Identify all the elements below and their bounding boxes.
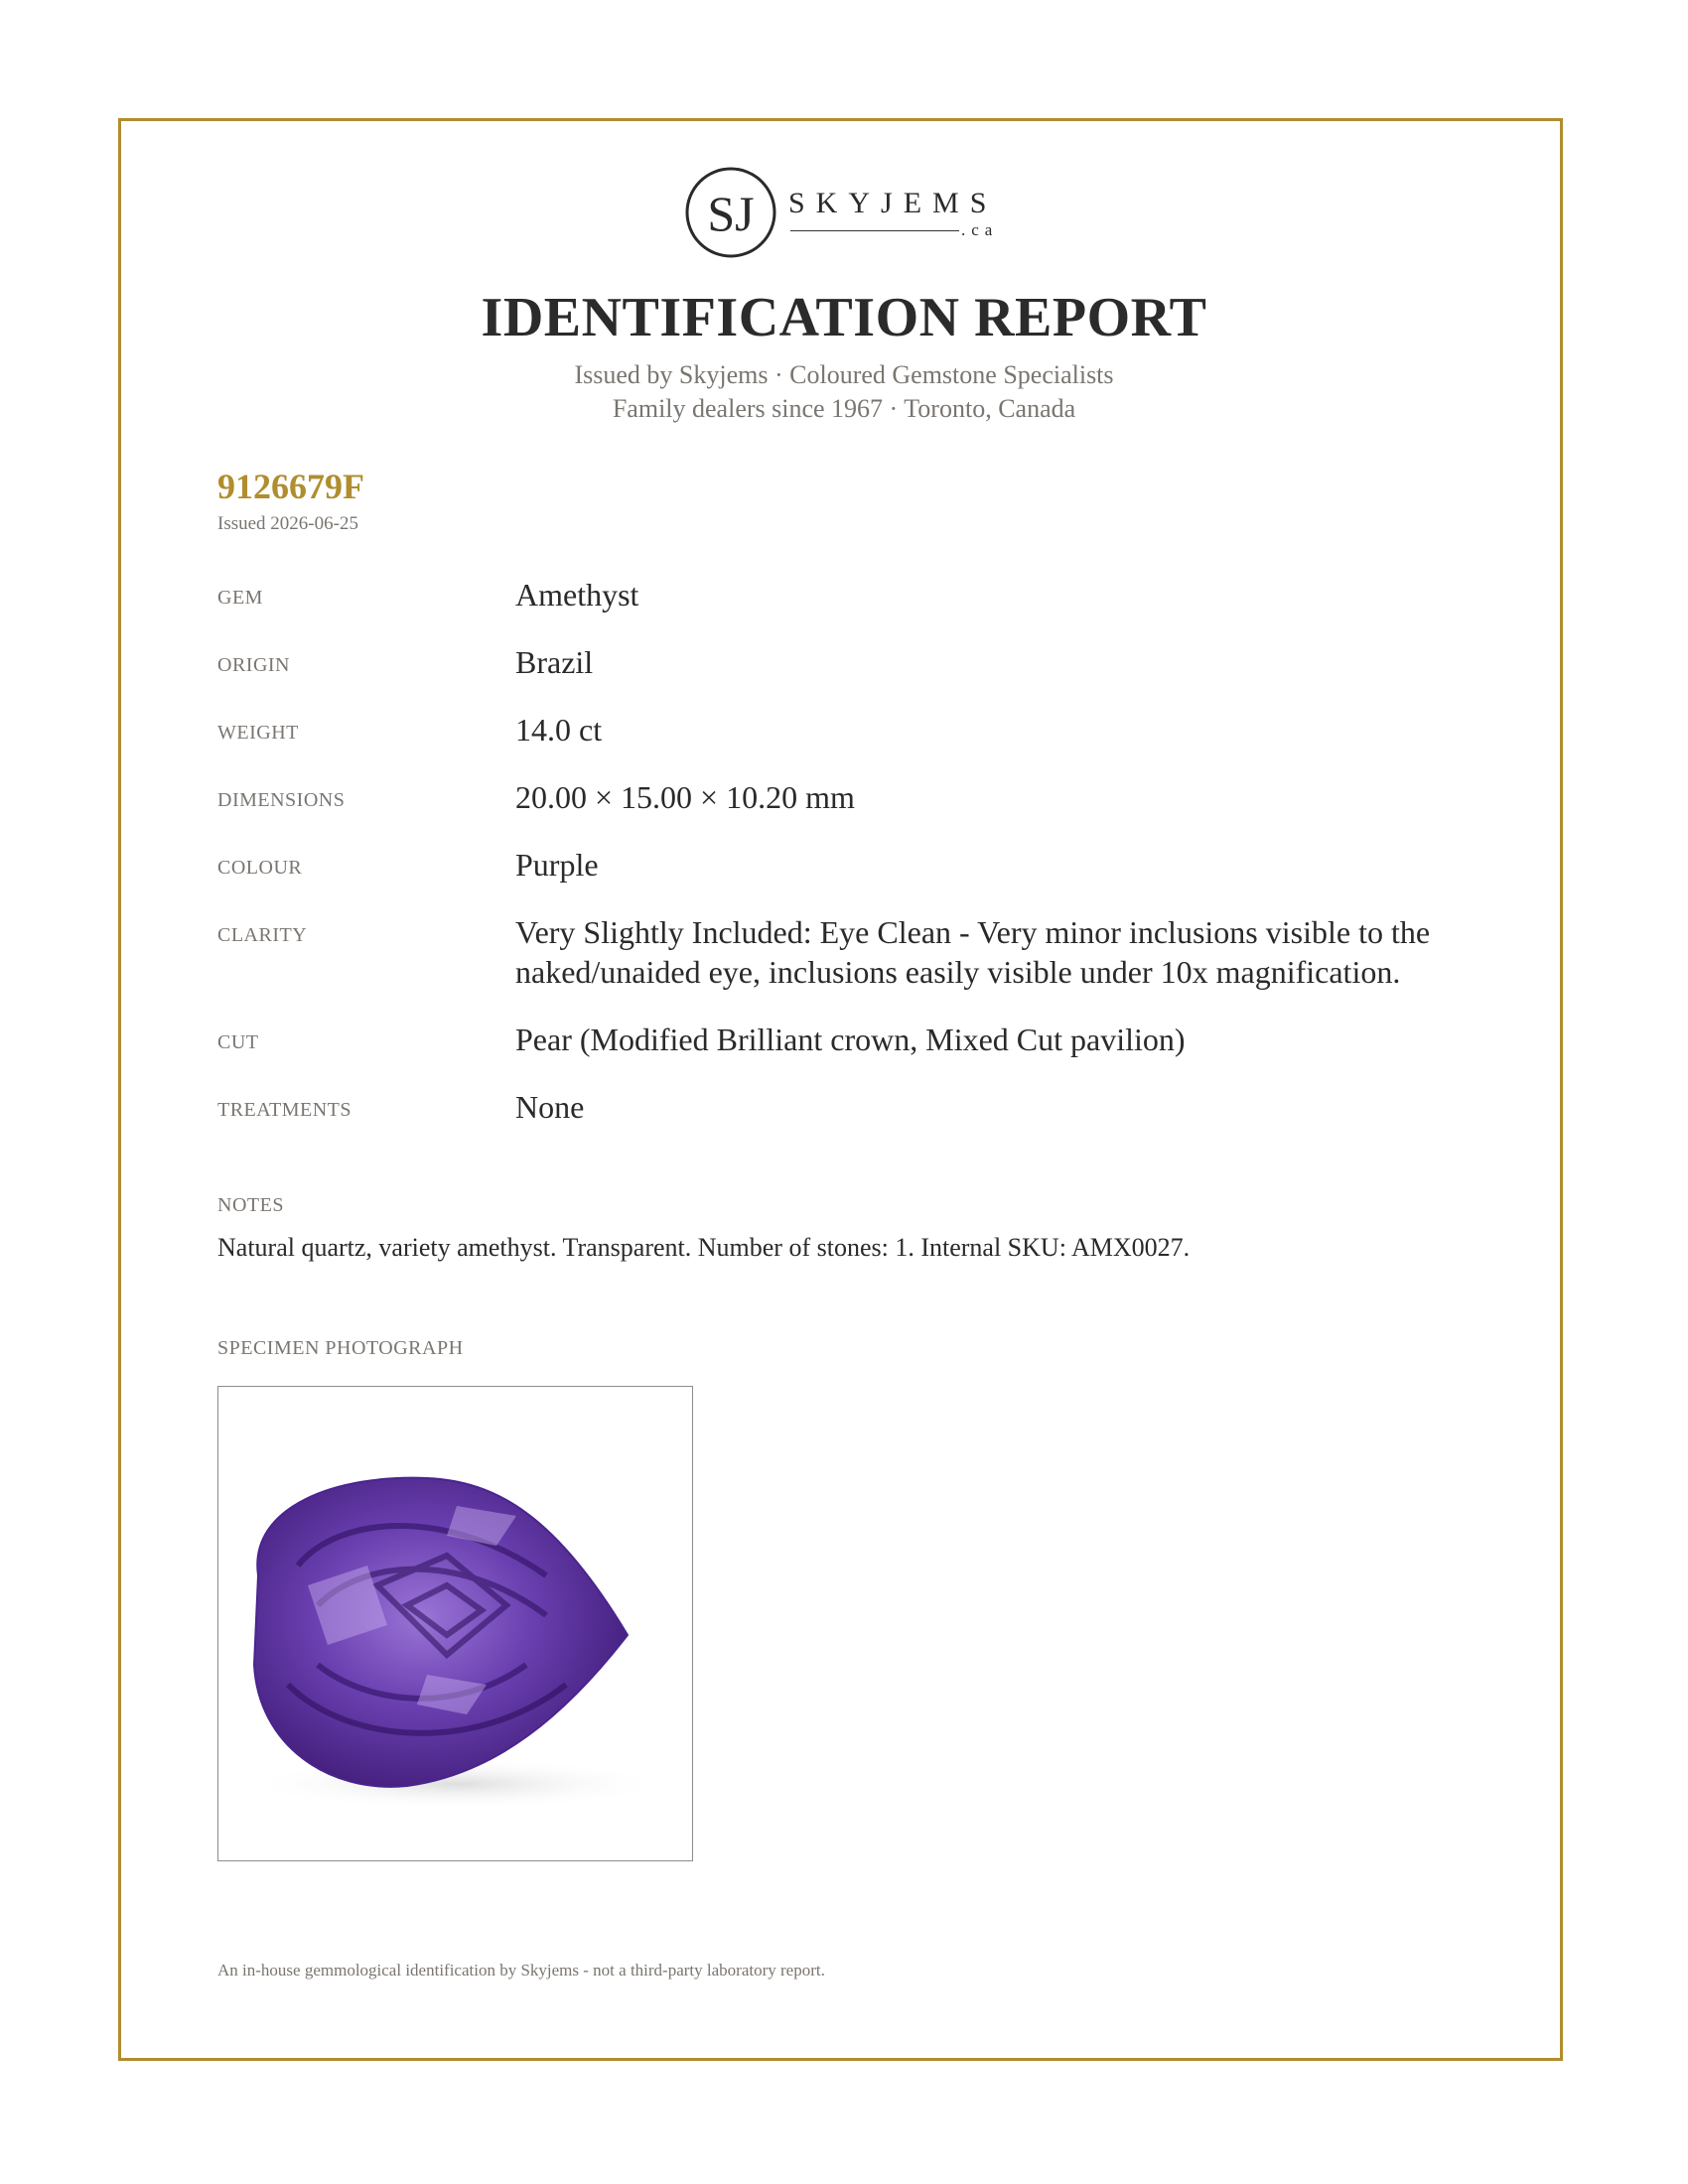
field-label: TREATMENTS [217,1099,352,1121]
field-value: Brazil [515,644,594,680]
brand-tld: .ca [961,220,999,239]
field-value: Purple [515,847,599,883]
field-label: WEIGHT [217,722,299,744]
photo-label: SPECIMEN PHOTOGRAPH [217,1337,464,1359]
field-value: 20.00 × 15.00 × 10.20 mm [515,779,855,815]
field-label: COLOUR [217,857,303,879]
field-value: Pear (Modified Brilliant crown, Mixed Cut pavilion) [515,1022,1186,1057]
report-title: IDENTIFICATION REPORT [481,287,1207,348]
field-value: 14.0 ct [515,712,603,748]
report-subtitle-issuer: Issued by Skyjems · Coloured Gemstone Specialists [574,360,1114,389]
field-label: DIMENSIONS [217,789,346,811]
skyjems-logo [683,165,1011,264]
field-value: Amethyst [515,577,639,613]
report-subtitle-location: Family dealers since 1967 · Toronto, Canada [612,394,1076,423]
field-label: ORIGIN [217,654,290,676]
field-label: CUT [217,1031,259,1053]
field-label: GEM [217,587,263,609]
field-value: Very Slightly Included: Eye Clean - Very minor inclusions visible to the naked/unaided eye, inclusions easily visible under 10x magnification. [515,914,1431,990]
notes-label: NOTES [217,1194,284,1216]
notes-text: Natural quartz, variety amethyst. Transparent. Number of stones: 1. Internal SKU: AMX0027. [217,1233,1191,1262]
specimen-photo [217,1386,693,1861]
brand-name: SKYJEMS [788,187,998,219]
monogram-text: SJ [707,186,755,241]
brand-rule [790,230,959,231]
field-label: CLARITY [217,924,308,946]
issue-date: Issued 2026-06-25 [217,513,358,534]
sj-monogram-icon [683,165,778,260]
report-number: 9126679F [217,467,364,506]
amethyst-gem-image [218,1387,691,1859]
field-value: None [515,1089,585,1125]
disclaimer-footer: An in-house gemmological identification by Skyjems - not a third-party laboratory report. [217,1961,825,1979]
